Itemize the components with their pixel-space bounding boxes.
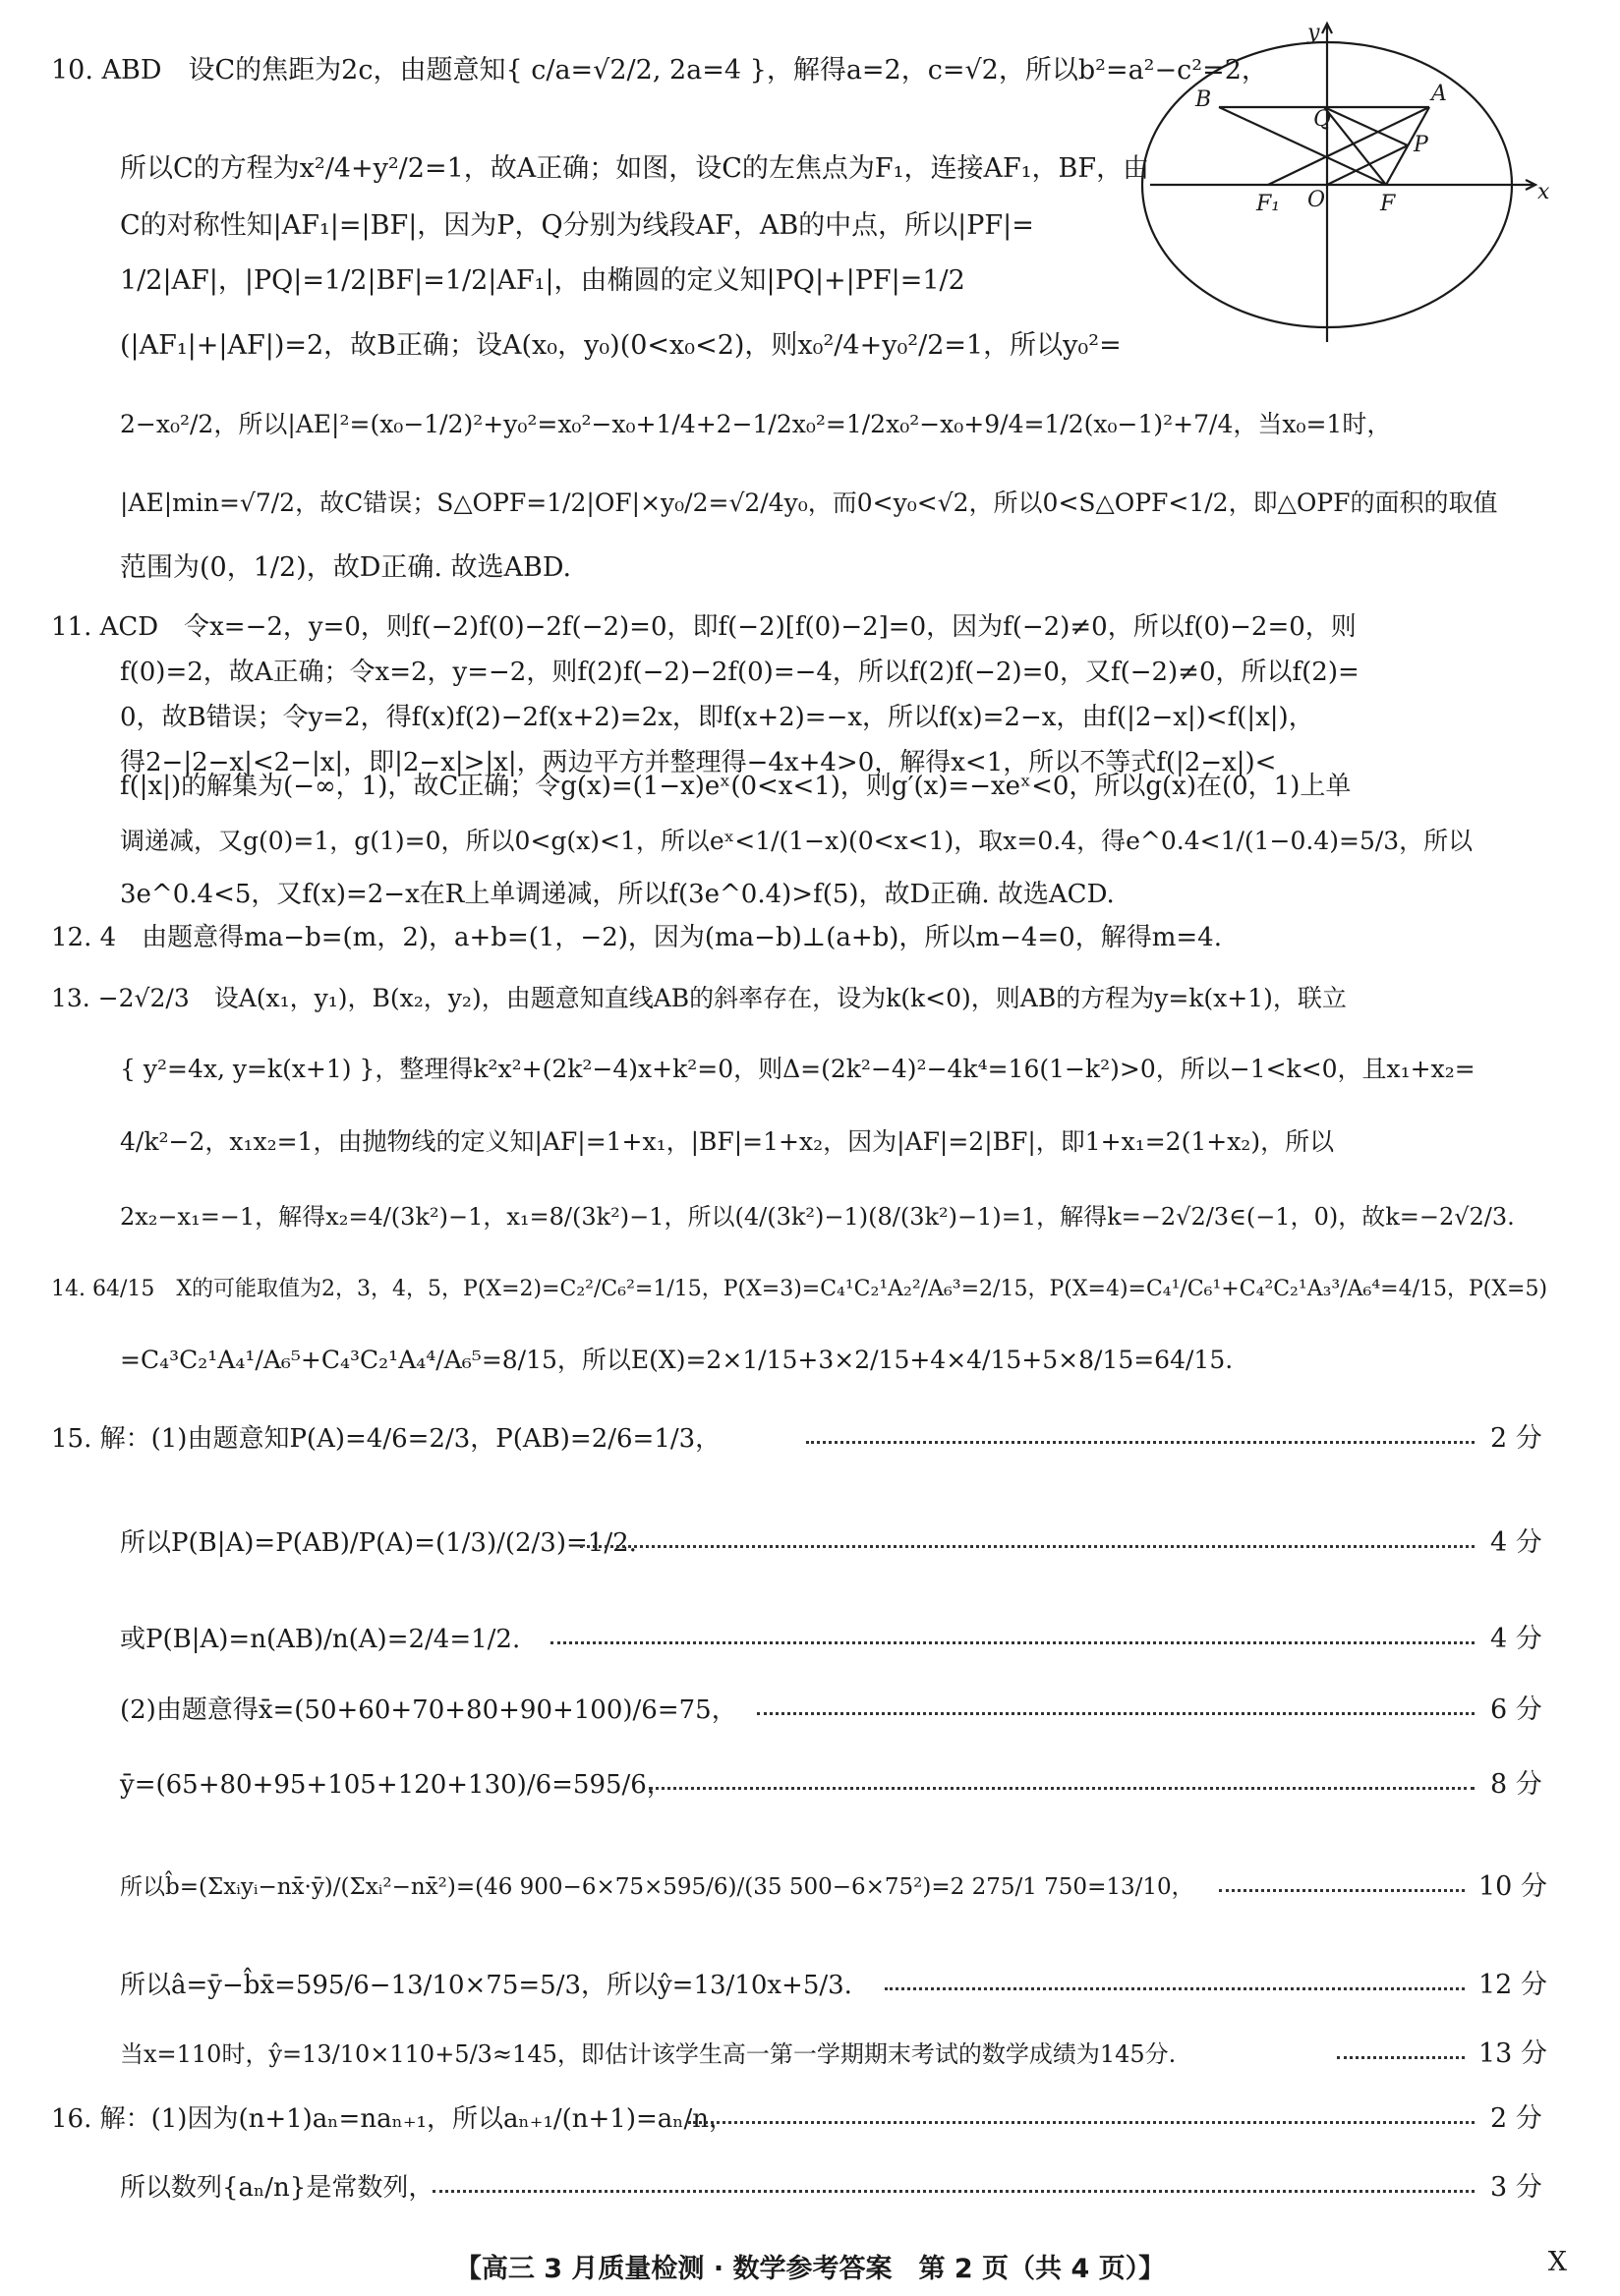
p15-score-5: 8 分 — [1490, 1769, 1542, 1800]
p11-line2: f(0)=2，故A正确；令x=2，y=−2，则f(2)f(−2)−2f(0)=−4，所以f(2)f(−2)=0，又f(−2)≠0，所以f(2)= — [120, 658, 1360, 687]
p15-line7: 所以â=ȳ−b̂x̄=595/6−13/10×75=5/3，所以ŷ=13/10x+5/3. — [120, 1971, 852, 2000]
p13-line2: { y²=4x, y=k(x+1) }，整理得k²x²+(2k²−4)x+k²=0，则Δ=(2k²−4)²−4k⁴=16(1−k²)>0，所以−1<k<0，且x₁+x₂= — [120, 1055, 1475, 1083]
p11-line5: f(|x|)的解集为(−∞，1)，故C正确；令g(x)=(1−x)eˣ(0<x<1)，则g′(x)=−xeˣ<0，所以g(x)在(0，1)上单 — [120, 772, 1352, 801]
footer-code: X — [1547, 2247, 1567, 2277]
p15-score-2: 4 分 — [1490, 1527, 1542, 1558]
point-a-label: A — [1431, 82, 1447, 106]
segment-qp — [1324, 107, 1408, 145]
p10-line2: 所以C的方程为x²/4+y²/2=1，故A正确；如图，设C的左焦点为F₁，连接AF₁，BF，由 — [120, 153, 1150, 184]
point-p-label: P — [1414, 133, 1428, 157]
p15-dots-5 — [649, 1787, 1475, 1790]
point-b-label: B — [1195, 87, 1212, 112]
p13-line3: 4/k²−2，x₁x₂=1，由抛物线的定义知|AF|=1+x₁，|BF|=1+x₂，因为|AF|=2|BF|，即1+x₁=2(1+x₂)，所以 — [120, 1127, 1335, 1156]
p13-line1: 13. −2√2/3 设A(x₁，y₁)，B(x₂，y₂)，由题意知直线AB的斜率存在，设为k(k<0)，则AB的方程为y=k(x+1)，联立 — [51, 984, 1347, 1012]
point-f-label: F — [1380, 192, 1396, 216]
p10-line7: |AE|min=√7/2，故C错误；S△OPF=1/2|OF|×y₀/2=√2/4y₀，而0<y₀<√2，所以0<S△OPF<1/2，即△OPF的面积的取值 — [120, 488, 1498, 517]
p15-line6: 所以b̂=(Σxᵢyᵢ−nx̄·ȳ)/(Σxᵢ²−nx̄²)=(46 900−6×75×595/6)/(35 500−6×75²)=2 275/1 750=13/10， — [120, 1874, 1194, 1900]
p15-dots-8 — [1337, 2056, 1465, 2059]
ellipse-figure — [1140, 18, 1553, 342]
p15-line4: (2)由题意得x̄=(50+60+70+80+90+100)/6=75， — [120, 1695, 737, 1725]
axis-x-label: x — [1537, 180, 1550, 204]
p16-dots-2 — [433, 2190, 1475, 2193]
p15-score-4: 6 分 — [1490, 1694, 1542, 1725]
p10-line1: 10. ABD 设C的焦距为2c，由题意知{ c/a=√2/2, 2a=4 }，解得a=2，c=√2，所以b²=a²−c²=2， — [51, 55, 1268, 86]
p15-line1: 15. 解：(1)由题意知P(A)=4/6=2/3，P(AB)=2/6=1/3， — [51, 1424, 722, 1454]
p15-dots-2 — [580, 1545, 1475, 1548]
point-f1-label: F₁ — [1256, 192, 1281, 216]
p10-line3: C的对称性知|AF₁|=|BF|，因为P，Q分别为线段AF，AB的中点，所以|PF|= — [120, 210, 1034, 241]
p11-line6: 调递减，又g(0)=1，g(1)=0，所以0<g(x)<1，所以eˣ<1/(1−x)(0<x<1)，取x=0.4，得e^0.4<1/(1−0.4)=5/3，所以 — [120, 827, 1474, 855]
p14-line1: 14. 64/15 X的可能取值为2，3，4，5，P(X=2)=C₂²/C₆²=1/15，P(X=3)=C₄¹C₂¹A₂²/A₆³=2/15，P(X=4)=C₄¹/C₆¹+C₄²C₂¹A₃³/A₆⁴=4/15，P(X=5) — [51, 1277, 1548, 1301]
p15-line3: 或P(B|A)=n(AB)/n(A)=2/4=1/2. — [120, 1625, 521, 1654]
p15-dots-3 — [550, 1641, 1475, 1644]
p15-score-7: 12 分 — [1478, 1970, 1547, 2000]
p15-score-1: 2 分 — [1490, 1423, 1542, 1454]
p11-line7: 3e^0.4<5，又f(x)=2−x在R上单调递减，所以f(3e^0.4)>f(5)，故D正确. 故选ACD. — [120, 880, 1115, 909]
p10-line6: 2−x₀²/2，所以|AE|²=(x₀−1/2)²+y₀²=x₀²−x₀+1/4+2−1/2x₀²=1/2x₀²−x₀+9/4=1/2(x₀−1)²+7/4，当x₀=1时， — [120, 410, 1392, 438]
p15-score-3: 4 分 — [1490, 1624, 1542, 1654]
p10-line4: 1/2|AF|，|PQ|=1/2|BF|=1/2|AF₁|，由椭圆的定义知|PQ|+|PF|=1/2 — [120, 265, 965, 296]
p15-line5: ȳ=(65+80+95+105+120+130)/6=595/6， — [120, 1770, 672, 1800]
segment-bf — [1219, 107, 1386, 185]
page-footer: 【高三 3 月质量检测 · 数学参考答案 第 2 页（共 4 页）】 — [454, 2254, 1166, 2284]
point-q-label: Q — [1313, 107, 1332, 132]
p15-score-8: 13 分 — [1478, 2038, 1547, 2069]
axis-y-label: y — [1307, 21, 1320, 45]
p11-line3: 0，故B错误；令y=2，得f(x)f(2)−2f(x+2)=2x，即f(x+2)=−x，所以f(x)=2−x，由f(|2−x|)<f(|x|)， — [120, 703, 1314, 732]
p16-score-2: 3 分 — [1490, 2172, 1542, 2203]
p15-dots-6 — [1219, 1889, 1465, 1892]
point-o-label: O — [1307, 188, 1326, 212]
p15-dots-4 — [757, 1712, 1475, 1715]
p15-line8: 当x=110时，ŷ=13/10×110+5/3≈145，即估计该学生高一第一学期期末考试的数学成绩为145分. — [120, 2040, 1177, 2068]
p15-line2: 所以P(B|A)=P(AB)/P(A)=(1/3)/(2/3)=1/2. — [120, 1528, 637, 1558]
p16-line2: 所以数列{aₙ/n}是常数列， — [120, 2173, 434, 2203]
p15-dots-7 — [885, 1987, 1465, 1990]
segment-qf — [1324, 107, 1386, 185]
p15-score-6: 10 分 — [1478, 1871, 1547, 1902]
p13-line4: 2x₂−x₁=−1，解得x₂=4/(3k²)−1，x₁=8/(3k²)−1，所以(4/(3k²)−1)(8/(3k²)−1)=1，解得k=−2√2/3∈(−1，0)，故k=−2√2/3. — [120, 1203, 1515, 1231]
p10-line8: 范围为(0，1/2)，故D正确. 故选ABD. — [120, 552, 572, 583]
p16-dots-1 — [688, 2121, 1475, 2124]
p16-score-1: 2 分 — [1490, 2103, 1542, 2134]
p16-line1: 16. 解：(1)因为(n+1)aₙ=naₙ₊₁，所以aₙ₊₁/(n+1)=aₙ/n， — [51, 2104, 735, 2134]
p12-line1: 12. 4 由题意得ma−b=(m，2)，a+b=(1，−2)，因为(ma−b)⊥(a+b)，所以m−4=0，解得m=4. — [51, 923, 1222, 952]
p14-line2: =C₄³C₂¹A₄¹/A₆⁵+C₄³C₂¹A₄⁴/A₆⁵=8/15，所以E(X)=2×1/15+3×2/15+4×4/15+5×8/15=64/15. — [120, 1346, 1234, 1374]
p15-dots-1 — [806, 1441, 1475, 1444]
p11-line1: 11. ACD 令x=−2，y=0，则f(−2)f(0)−2f(−2)=0，即f(−2)[f(0)−2]=0，因为f(−2)≠0，所以f(0)−2=0，则 — [51, 612, 1357, 642]
p11-line4: 得2−|2−x|<2−|x|，即|2−x|>|x|，两边平方并整理得−4x+4>0，解得x<1，所以不等式f(|2−x|)< — [120, 748, 1277, 777]
p10-line5: (|AF₁|+|AF|)=2，故B正确；设A(x₀，y₀)(0<x₀<2)，则x₀²/4+y₀²/2=1，所以y₀²= — [120, 330, 1122, 361]
